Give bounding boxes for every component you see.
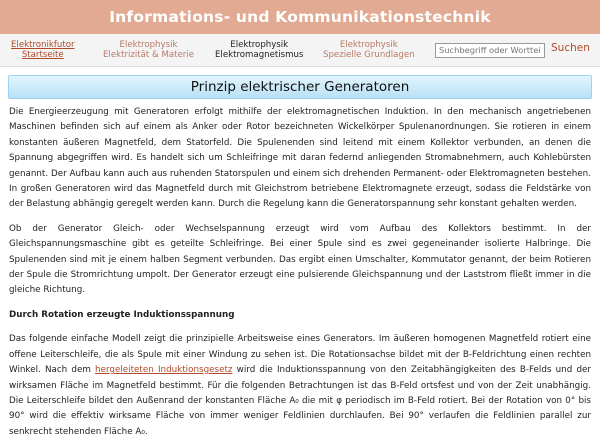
site-header [0,0,600,34]
nav-item-line1: Elektrophysik [119,40,178,50]
nav-item-line2: Spezielle Grundlagen [323,50,415,60]
nav-item-line1: Elektrophysik [339,40,398,50]
paragraph-text: Das folgende einfache Modell zeigt die prinzipielle Arbeitsweise eines Generators. Im äußeren homogenen Magnetfeld rotiert eine offene Leiterschleife, die als Spule mit einer Windung zu sehen ist. Die Rotationsachse bildet mit der B-Feldrichtung einen rechten Winkel. Nach dem [9,334,591,376]
nav-item-spezielle-grundlagen[interactable] [323,40,415,60]
paragraph: Die Energieerzeugung mit Generatoren erfolgt mithilfe der elektromagnetischen Induktion. In den mechanisch angetriebenen Maschinen befinden sich auf einem als Anker oder Rotor bezeichneten Wickelkörper Spulenanordnungen. Sie rotieren in einem konstanten äußeren Magnetfeld, dem Statorfeld. Die Spulenenden sind leitend mit einem Kollektor verbunden, an denen die Spannung abgegriffen wird. Es handelt sich um Schleifringe mit daran federnd anliegenden Stromabnehmern, auch Kohlebürsten genannt. Der Aufbau kann auch aus ruhenden Statorspulen und einem sich drehenden Permanent- oder Elektromagneten bestehen. In großen Generatoren wird das Magnetfeld durch mit Gleichstrom betriebene Elektromagnete erzeugt, sodass die Feldstärke von der Belastung abhängig geregelt werden kann. Durch die Regelung kann die Generatorspannung sehr konstant gehalten werden. [9,107,591,210]
nav-bar [0,34,600,67]
paragraph [9,332,591,440]
nav-item-line2: Startseite [21,50,64,60]
nav-item-elektrizitaet-materie[interactable] [103,40,194,60]
search-button[interactable]: Suchen [551,42,590,54]
nav-item-line2: Elektrizität & Materie [103,50,194,60]
nav-item-elektromagnetismus [215,40,303,60]
paragraph: Ob der Generator Gleich- oder Wechselspannung erzeugt wird vom Aufbau des Kollektors bestimmt. In der Gleichspannungsmaschine gibt es geteilte Schleifringe. Bei einer Spule sind es zwei gegeneinander isolierte Halbringe. Die Spulenenden sind mit je einem halben Segment verbunden. Das ergibt einen Umschalter, Kommutator genannt, der beim Rotieren der Spule die Stromrichtung umpolt. Der Generator erzeugt eine pulsierende Gleichspannung und der Laststrom fließt immer in die gleiche Richtung. [9,223,591,296]
nav-item-startseite[interactable] [11,40,75,60]
paragraph-text: wird die Induktionsspannung von den Zeitabhängigkeiten des B-Felds und der wirksamen Fläche im Magnetfeld bestimmt. Für die folgenden Betrachtungen ist das B-Feld ortsfest und von der Zeit unabhängig. Die Leiterschleife bildet den Außenrand der konstanten Fläche A₀ die mit φ periodisch im B-Feld rotiert. Bei der Rotation von 0° bis 90° wird die effektiv wirksame Fläche von immer weniger Feldlinien durchlaufen. Bei 90° verlaufen die Feldlinien parallel zur senkrecht stehenden Fläche A₀. [9,365,591,437]
page-title-banner [8,75,592,99]
nav-item-line2: Elektromagnetismus [215,50,304,60]
article-content [0,105,600,440]
induktionsgesetz-link[interactable]: hergeleiteten Induktionsgesetz [95,365,233,376]
nav-item-line1: Elektrophysik [230,40,289,50]
section-heading: Durch Rotation erzeugte Induktionsspannung [9,309,235,320]
site-title: Informations- und Kommunikationstechnik [109,8,491,26]
nav-item-line1: Elektronikfutor [11,40,75,50]
page-title: Prinzip elektrischer Generatoren [190,79,410,95]
search-input[interactable] [435,43,545,58]
